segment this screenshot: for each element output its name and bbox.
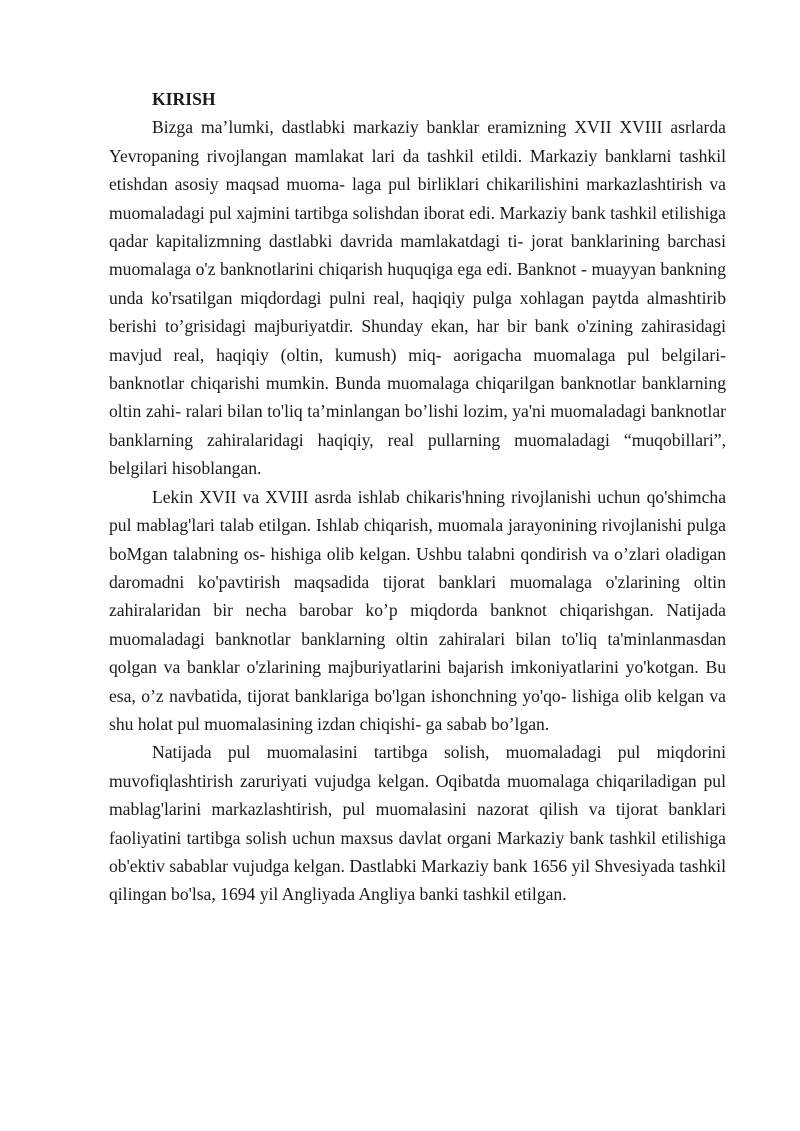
paragraph-3: Natijada pul muomalasini tartibga solish, muomaladagi pul miqdorini muvofiqlashtirish zaruriyati vujudga kelgan. Oqibatda muomalaga chiqariladigan pul mablag'larini markazlashtirish, pul muomalasini nazorat qilish va tijorat banklari faoliyatini tartibga solish uchun maxsus davlat organi Markaziy bank tashkil etilishiga ob'ektiv sabablar vujudga kelgan. Dastlabki Markaziy bank 1656 yil Shvesiyada tashkil qilingan bo'lsa, 1694 yil Angliyada Angliya banki tashkil etilgan. bbox=[109, 742, 726, 905]
section-heading: KIRISH bbox=[152, 89, 216, 109]
paragraph-2: Lekin XVII va XVIII asrda ishlab chikaris'hning rivojlanishi uchun qo'shimcha pul mablag'lari talab etilgan. Ishlab chiqarish, muomala jarayonining rivojlanishi pulga boMgan talabning os- hishiga olib kelgan. Ushbu talabni qondirish va o’zlari oladigan daromadni ko'pavtirish maqsadida tijorat banklari muomalaga o'zlarining oltin zahiralaridan bir necha barobar ko’p miqdorda banknot chiqarishgan. Natijada muomaladagi banknotlar banklarning oltin zahiralari bilan to'liq ta'minlanmasdan qolgan va banklar o'zlarining majburiyatlarini bajarish imkoniyatlarini yo'kotgan. Bu esa, o’z navbatida, tijorat banklariga bo'lgan ishonchning yo'qo- lishiga olib kelgan va shu holat pul muomalasining izdan chiqishi- ga sabab bo’lgan. bbox=[109, 486, 726, 734]
paragraph-1: Bizga ma’lumki, dastlabki markaziy banklar eramizning XVII XVIII asrlarda Yevropaning rivojlangan mamlakat lari da tashkil etildi. Markaziy banklarni tashkil etishdan asosiy maqsad muoma- laga pul birliklari chikarilishini markazlashtirish va muomaladagi pul xajmini tartibga solishdan iborat edi. Markaziy bank tashkil etilishiga qadar kapitalizmning dastlabki davrida mamlakatdagi ti- jorat banklarining barchasi muomalaga o'z banknotlarini chiqarish huquqiga ega edi. Banknot - muayyan bankning unda ko'rsatilgan miqdordagi pulni real, haqiqiy pulga xohlagan paytda almashtirib berishi to’grisidagi majburiyatdir. Shunday ekan, har bir bank o'zining zahirasidagi mavjud real, haqiqiy (oltin, kumush) miq- aorigacha muomalaga pul belgilari- banknotlar chiqarishi mumkin. Bunda muomalaga chiqarilgan banknotlar banklarning oltin zahi- ralari bilan to'liq ta’minlangan bo’lishi lozim, ya'ni muomaladagi banknotlar banklarning zahiralaridagi haqiqiy, real pullarning muomaladagi “muqobillari”, belgilari hisoblangan. bbox=[109, 117, 726, 479]
document-body bbox=[109, 85, 726, 909]
